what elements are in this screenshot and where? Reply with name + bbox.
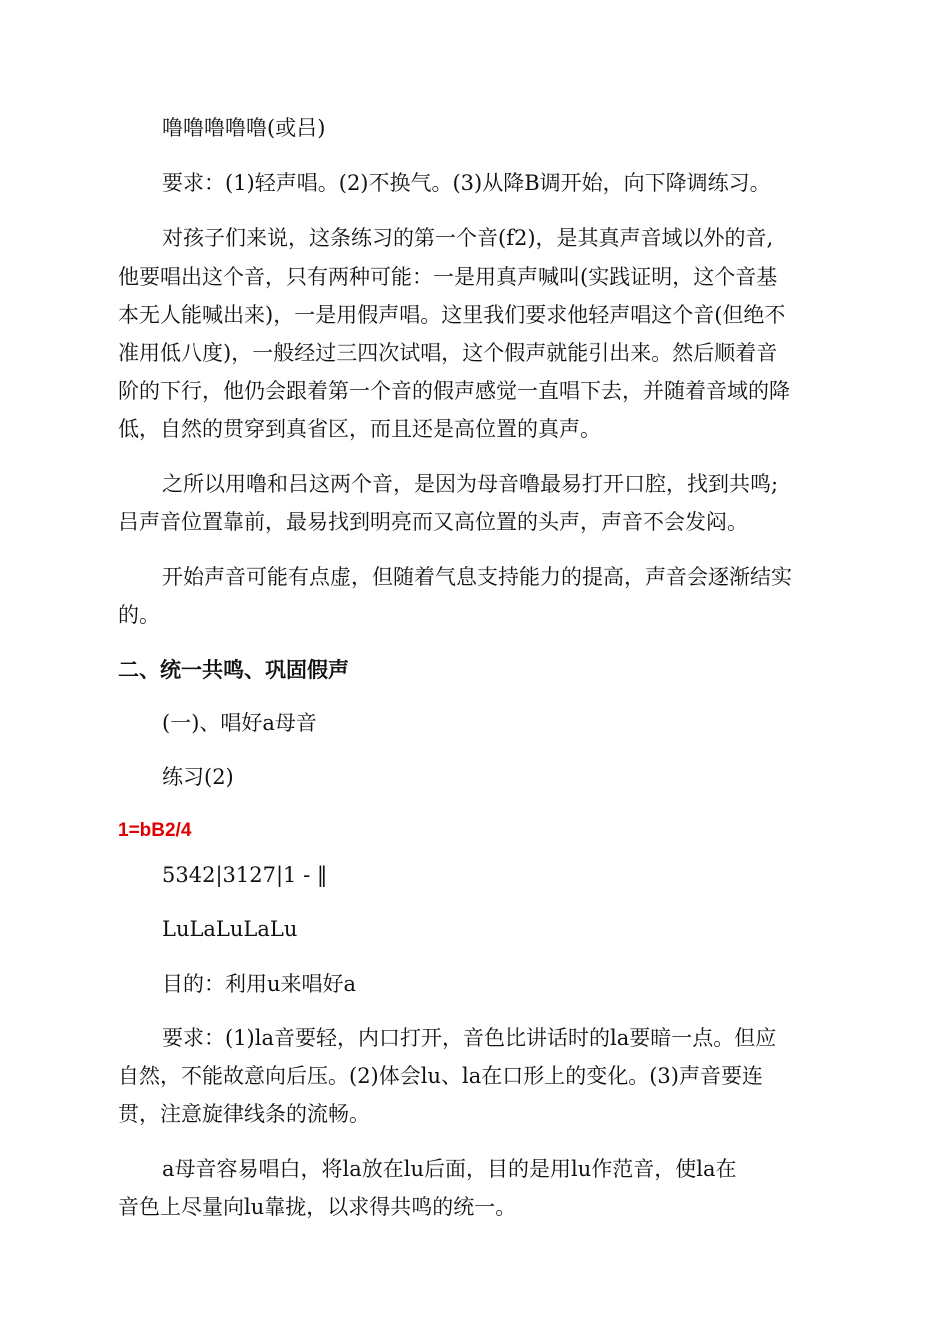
requirement-line: 要求：(1)轻声唱。(2)不换气。(3)从降B调开始，向下降调练习。 xyxy=(162,171,771,195)
paragraph-line: 自然，不能故意向后压。(2)体会lu、la在口形上的变化。(3)声音要连 xyxy=(118,1064,763,1088)
paragraph-line: 准用低八度)，一般经过三四次试唱，这个假声就能引出来。然后顺着音 xyxy=(118,341,778,365)
paragraph-line: 音色上尽量向lu靠拢，以求得共鸣的统一。 xyxy=(118,1195,517,1219)
purpose-line: 目的：利用u来唱好a xyxy=(162,972,357,996)
paragraph-line: 之所以用噜和吕这两个音，是因为母音噜最易打开口腔，找到共鸣; xyxy=(162,472,779,496)
exercise-syllables: 噜噜噜噜噜(或吕) xyxy=(162,116,326,140)
paragraph-line: 阶的下行，他仍会跟着第一个音的假声感觉一直唱下去，并随着音域的降 xyxy=(118,379,790,403)
paragraph-line: 他要唱出这个音，只有两种可能：一是用真声喊叫(实践证明，这个音基 xyxy=(118,265,778,289)
key-signature: 1=bB2/4 xyxy=(118,820,192,841)
paragraph-line: a母音容易唱白，将la放在lu后面，目的是用lu作范音，使la在 xyxy=(162,1157,737,1181)
paragraph-line: 吕声音位置靠前，最易找到明亮而又高位置的头声，声音不会发闷。 xyxy=(118,510,748,534)
paragraph-line: 本无人能喊出来)，一是用假声唱。这里我们要求他轻声唱这个音(但绝不 xyxy=(118,303,786,327)
paragraph-line: 贯，注意旋律线条的流畅。 xyxy=(118,1102,370,1126)
subsection-heading: (一)、唱好a母音 xyxy=(162,711,317,735)
paragraph-line: 的。 xyxy=(118,603,160,627)
section-heading: 二、统一共鸣、巩固假声 xyxy=(118,658,349,682)
music-notation: 5342|3127|1 - ‖ xyxy=(162,863,328,887)
paragraph-line: 对孩子们来说，这条练习的第一个音(f2)，是其真声音域以外的音, xyxy=(162,226,774,250)
paragraph-line: 要求：(1)la音要轻，内口打开，音色比讲话时的la要暗一点。但应 xyxy=(162,1026,777,1050)
exercise-label: 练习(2) xyxy=(162,765,234,789)
paragraph-line: 开始声音可能有点虚，但随着气息支持能力的提高，声音会逐渐结实 xyxy=(162,565,792,589)
paragraph-line: 低，自然的贯穿到真省区，而且还是高位置的真声。 xyxy=(118,417,601,441)
lyrics-line: LuLaLuLaLu xyxy=(162,917,298,941)
